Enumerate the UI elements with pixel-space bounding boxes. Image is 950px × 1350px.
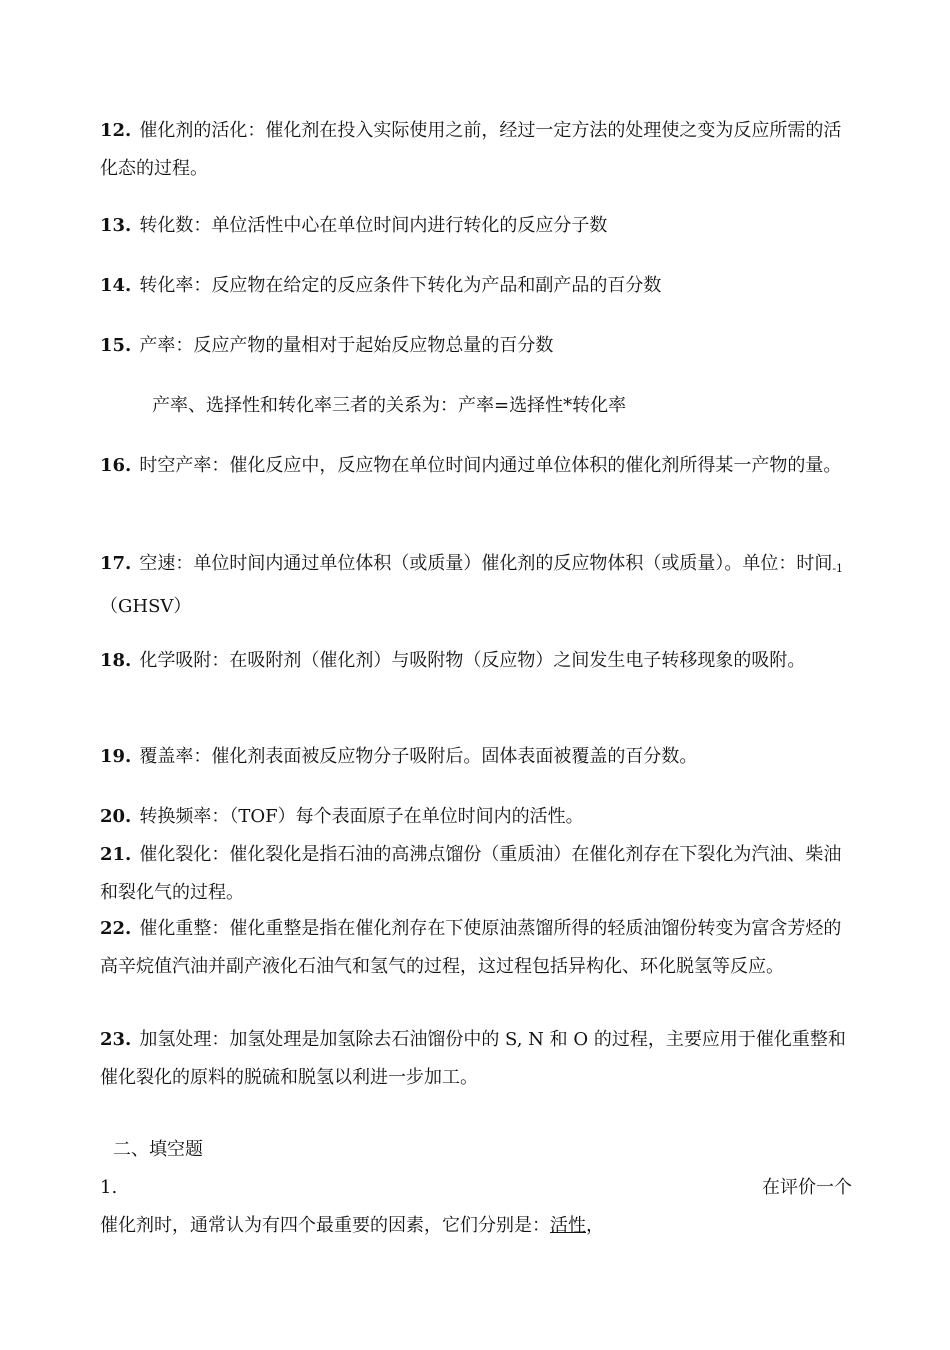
definition-14: 14. 转化率：反应物在给定的反应条件下转化为产品和副产品的百分数 <box>100 275 662 296</box>
definition-term: 催化裂化 <box>139 844 212 865</box>
definition-20: 20. 转换频率：（TOF）每个表面原子在单位时间内的活性。 <box>100 806 584 827</box>
definition-text: 单位活性中心在单位时间内进行转化的反应分子数 <box>211 215 608 236</box>
definition-text: 加氢处理是加氢除去石油馏份中的 S, N 和 O 的过程，主要应用于催化重整和催化裂化的原料的脱硫和脱氢以利进一步加工。 <box>100 1029 846 1088</box>
definition-number: 18. <box>100 650 132 671</box>
definition-term: 转换频率 <box>139 806 212 827</box>
definition-term: 加氢处理 <box>139 1029 212 1050</box>
definition-text: 反应物在给定的反应条件下转化为产品和副产品的百分数 <box>211 275 662 296</box>
definition-number: 16. <box>100 455 132 476</box>
definition-number: 12. <box>100 120 132 141</box>
section-title: 二、填空题 <box>113 1139 203 1160</box>
definition-term: 时空产率 <box>139 455 212 476</box>
definition-number: 14. <box>100 275 132 296</box>
definition-term: 空速 <box>139 553 176 574</box>
definition-number: 15. <box>100 335 132 356</box>
question-text: 催化剂时，通常认为有四个最重要的因素，它们分别是： <box>100 1215 550 1236</box>
definition-text: 催化反应中，反应物在单位时间内通过单位体积的催化剂所得某一产物的量。 <box>229 455 842 476</box>
definition-16: 16. 时空产率：催化反应中，反应物在单位时间内通过单位体积的催化剂所得某一产物的量。 <box>100 455 842 476</box>
definition-text: 催化裂化是指石油的高沸点馏份（重质油）在催化剂存在下裂化为汽油、柴油和裂化气的过程。 <box>100 844 842 903</box>
question-text-right: 在评价一个 <box>762 1177 852 1198</box>
definition-text: 催化剂在投入实际使用之前，经过一定方法的处理使之变为反应所需的活化态的过程。 <box>100 120 842 179</box>
definition-term: 催化重整 <box>139 918 212 939</box>
definition-term: 覆盖率 <box>139 746 194 767</box>
definition-term: 催化剂的活化 <box>139 120 248 141</box>
definition-number: 23. <box>100 1029 132 1050</box>
relation-note: 产率、选择性和转化率三者的关系为：产率=选择性*转化率 <box>152 395 627 416</box>
definition-number: 22. <box>100 918 132 939</box>
definition-18: 18. 化学吸附：在吸附剂（催化剂）与吸附物（反应物）之间发生电子转移现象的吸附。 <box>100 650 806 671</box>
definition-text: 单位时间内通过单位体积（或质量）催化剂的反应物体积（或质量）。单位：时间 <box>193 553 833 574</box>
unit-exponent: -1 <box>832 562 844 575</box>
definition-text: 反应产物的量相对于起始反应物总量的百分数 <box>193 335 554 356</box>
definition-term: 转化率 <box>139 275 194 296</box>
definition-15: 15. 产率：反应产物的量相对于起始反应物总量的百分数 <box>100 335 554 356</box>
definition-term: 化学吸附 <box>139 650 212 671</box>
answer-blank: 活性 <box>550 1215 586 1236</box>
definition-text: 催化重整是指在催化剂存在下使原油蒸馏所得的轻质油馏份转变为富含芳烃的高辛烷值汽油并副产液化石油气和氢气的过程，这过程包括异构化、环化脱氢等反应。 <box>100 918 842 977</box>
definition-23: 23. 加氢处理：加氢处理是加氢除去石油馏份中的 S, N 和 O 的过程，主要应用于催化重整和催化裂化的原料的脱硫和脱氢以利进一步加工。 <box>100 1029 846 1088</box>
definition-term: 转化数 <box>139 215 194 236</box>
definition-text: （TOF）每个表面原子在单位时间内的活性。 <box>229 806 584 827</box>
definition-19: 19. 覆盖率：催化剂表面被反应物分子吸附后。固体表面被覆盖的百分数。 <box>100 746 698 767</box>
definition-22: 22. 催化重整：催化重整是指在催化剂存在下使原油蒸馏所得的轻质油馏份转变为富含芳烃的高辛烷值汽油并副产液化石油气和氢气的过程，这过程包括异构化、环化脱氢等反应。 <box>100 918 842 977</box>
definition-21: 21. 催化裂化：催化裂化是指石油的高沸点馏份（重质油）在催化剂存在下裂化为汽油、柴油和裂化气的过程。 <box>100 844 842 903</box>
definition-17: 17. 空速：单位时间内通过单位体积（或质量）催化剂的反应物体积（或质量）。单位：时间-1（GHSV） <box>100 553 844 617</box>
definition-number: 13. <box>100 215 132 236</box>
unit-abbreviation: （GHSV） <box>100 596 192 617</box>
definition-number: 17. <box>100 553 132 574</box>
definition-number: 19. <box>100 746 132 767</box>
definition-text: 催化剂表面被反应物分子吸附后。固体表面被覆盖的百分数。 <box>211 746 698 767</box>
definition-term: 产率 <box>139 335 176 356</box>
definition-number: 20. <box>100 806 132 827</box>
question-1: 1. 在评价一个 催化剂时，通常认为有四个最重要的因素，它们分别是：活性， <box>100 1169 852 1245</box>
definition-13: 13. 转化数：单位活性中心在单位时间内进行转化的反应分子数 <box>100 215 608 236</box>
definition-12: 12. 催化剂的活化：催化剂在投入实际使用之前，经过一定方法的处理使之变为反应所需的活化态的过程。 <box>100 120 842 179</box>
question-number: 1. <box>100 1177 118 1198</box>
definition-text: 在吸附剂（催化剂）与吸附物（反应物）之间发生电子转移现象的吸附。 <box>229 650 806 671</box>
definition-number: 21. <box>100 844 132 865</box>
